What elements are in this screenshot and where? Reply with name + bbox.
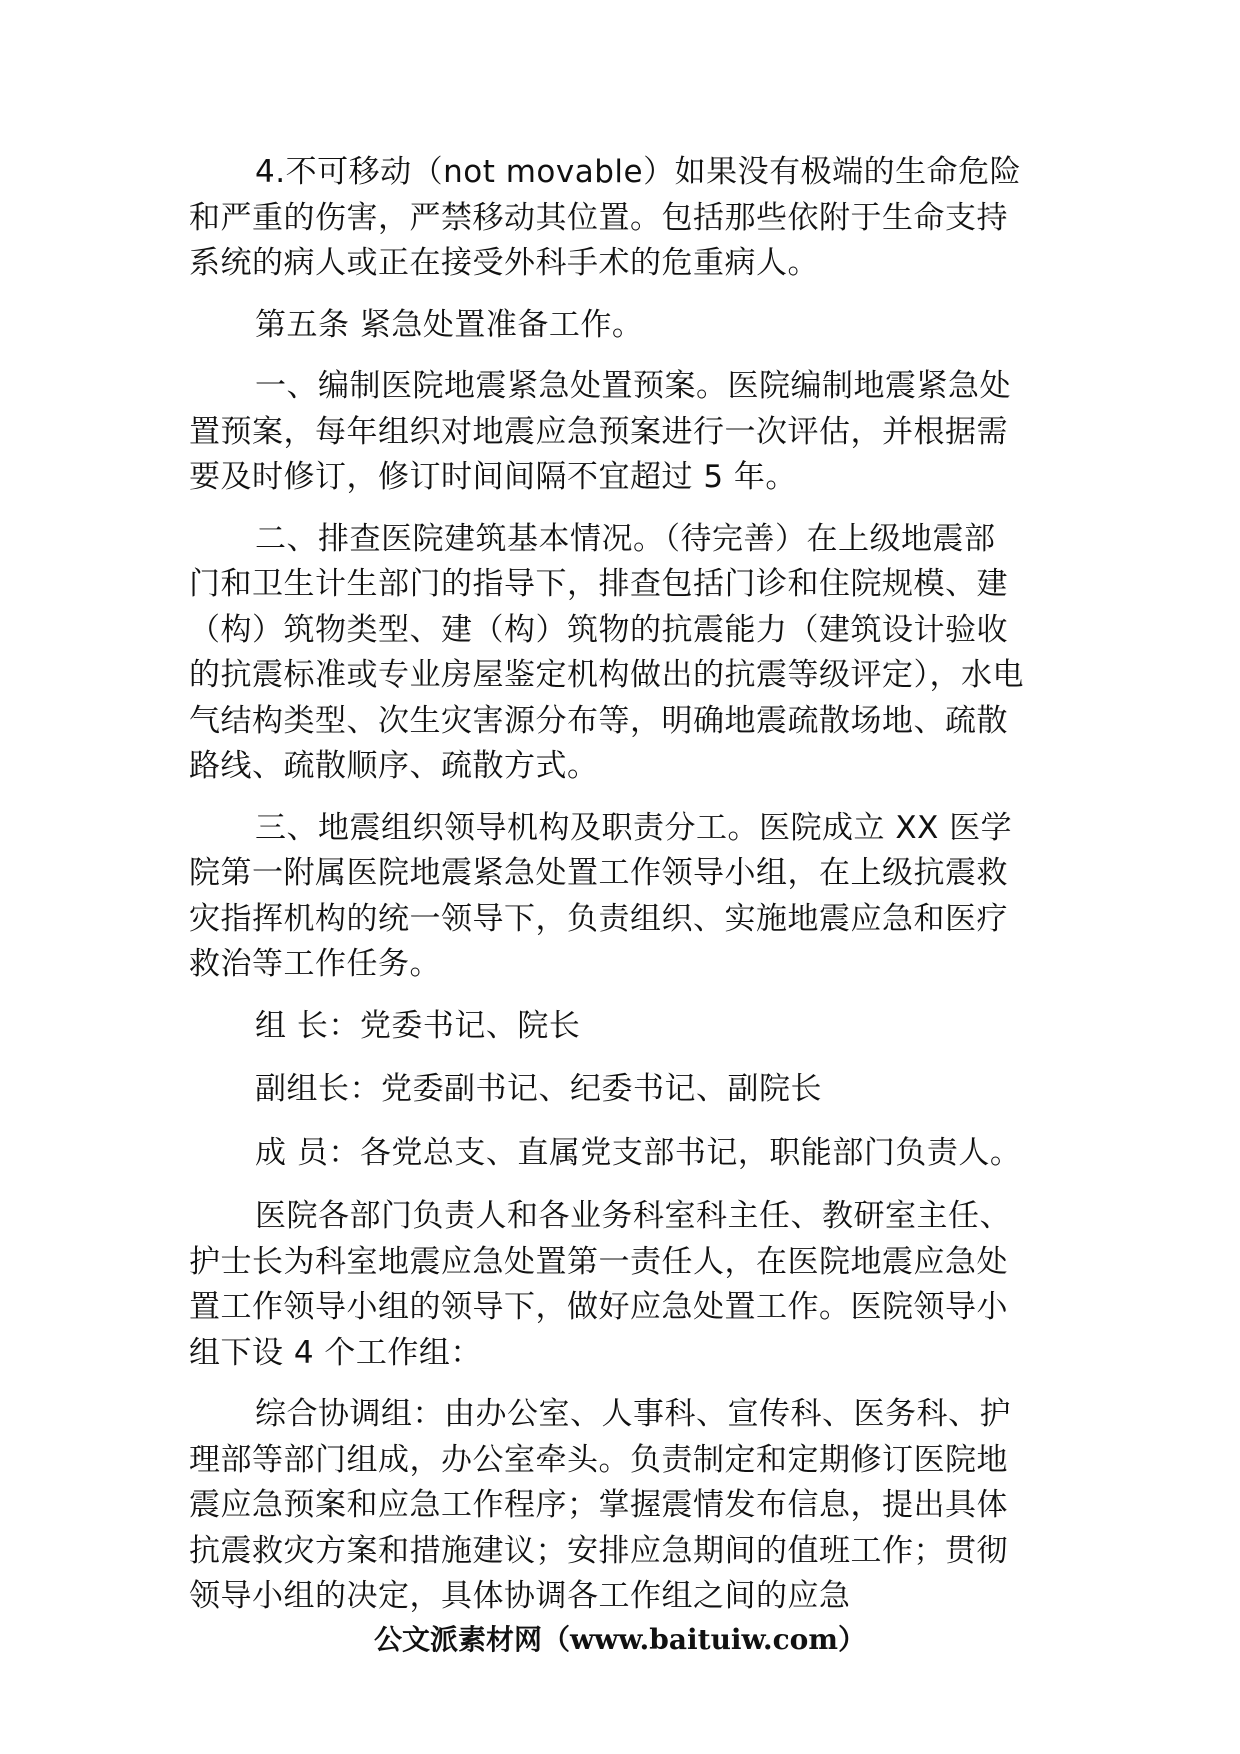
paragraph-members: 成 员：各党总支、直属党支部书记，职能部门负责人。 (255, 1134, 1022, 1171)
paragraph-leadership-organization: 三、地震组织领导机构及职责分工。医院成立 XX 医学院第一附属医院地震紧急处置工作领导小组，在上级抗震救灾指挥机构的统一领导下，负责组织、实施地震应急和医疗救治等工作任务。 (189, 809, 1013, 982)
paragraph-department-heads: 医院各部门负责人和各业务科室科主任、教研室主任、护士长为科室地震应急处置第一责任人，在医院地震应急处置工作领导小组的领导下，做好应急处置工作。医院领导小组下设 4 个工作组： (189, 1198, 1011, 1371)
document-body (189, 150, 1025, 1636)
paragraph-article-five-heading: 第五条 紧急处置准备工作。 (255, 306, 644, 343)
paragraph-building-survey: 二、排查医院建筑基本情况。（待完善）在上级地震部门和卫生计生部门的指导下，排查包括门诊和住院规模、建（构）筑物类型、建（构）筑物的抗震能力（建筑设计验收的抗震标准或专业房屋鉴定机构做出的抗震等级评定），水电气结构类型、次生灾害源分布等，明确地震疏散场地、疏散路线、疏散顺序、疏散方式。 (189, 520, 1024, 784)
paragraph-plan-compilation: 一、编制医院地震紧急处置预案。医院编制地震紧急处置预案，每年组织对地震应急预案进行一次评估，并根据需要及时修订，修订时间间隔不宜超过 5 年。 (189, 368, 1011, 495)
paragraph-group-leader: 组 长：党委书记、院长 (255, 1007, 581, 1044)
paragraph-deputy-leader: 副组长：党委副书记、纪委书记、副院长 (255, 1071, 822, 1107)
footer-watermark: 公文派素材网（www.baituiw.com） (374, 1623, 866, 1656)
paragraph-not-movable: 4.不可移动（not movable）如果没有极端的生命危险和严重的伤害，严禁移动其位置。包括那些依附于生命支持系统的病人或正在接受外科手术的危重病人。 (189, 154, 1022, 281)
paragraph-coordination-group: 综合协调组：由办公室、人事科、宣传科、医务科、护理部等部门组成，办公室牵头。负责制定和定期修订医院地震应急预案和应急工作程序；掌握震情发布信息，提出具体抗震救灾方案和措施建议；安排应急期间的值班工作；贯彻领导小组的决定，具体协调各工作组之间的应急 (189, 1396, 1011, 1614)
